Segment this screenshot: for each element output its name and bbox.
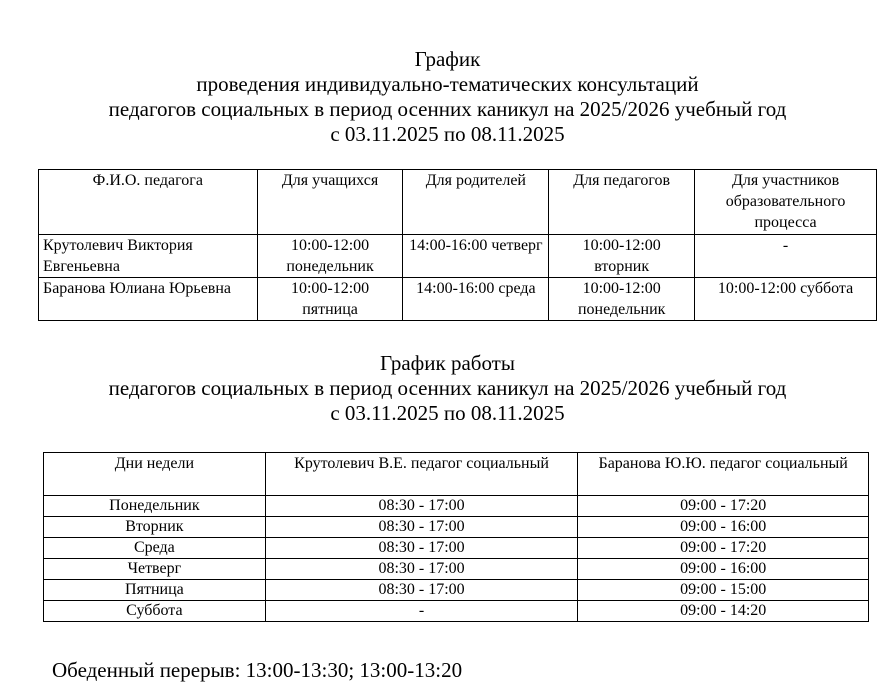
weekday: Среда — [44, 538, 266, 559]
table-row — [44, 580, 869, 601]
hours-b: 09:00 - 17:20 — [578, 496, 869, 517]
hours-a: - — [265, 601, 578, 622]
hours-b: 09:00 - 16:00 — [578, 559, 869, 580]
participants-time: - — [695, 235, 877, 278]
header-students: Для учащихся — [257, 170, 403, 235]
hours-b: 09:00 - 17:20 — [578, 538, 869, 559]
header-name: Ф.И.О. педагога — [39, 170, 258, 235]
hours-b: 09:00 - 16:00 — [578, 517, 869, 538]
consult-title-line: педагогов социальных в период осенних каникул на 2025/2026 учебный год — [108, 97, 787, 121]
consult-title-line: График — [414, 47, 481, 71]
table-header-row — [39, 170, 877, 235]
work-title — [0, 351, 895, 426]
consult-title-line: с 03.11.2025 по 08.11.2025 — [330, 122, 565, 146]
hours-a: 08:30 - 17:00 — [265, 517, 578, 538]
table-header-row — [44, 453, 869, 496]
students-time: 10:00-12:00 понедельник — [257, 235, 403, 278]
parents-time: 14:00-16:00 среда — [403, 278, 549, 321]
work-title-line: График работы — [380, 351, 515, 375]
consultation-table — [38, 169, 877, 321]
work-schedule-table — [43, 452, 869, 622]
table-row — [39, 235, 877, 278]
table-row — [44, 517, 869, 538]
lunch-break-note: Обеденный перерыв: 13:00-13:30; 13:00-13:20 — [52, 658, 463, 682]
hours-a: 08:30 - 17:00 — [265, 496, 578, 517]
hours-a: 08:30 - 17:00 — [265, 559, 578, 580]
consult-title-line: проведения индивидуально-тематических консультаций — [196, 72, 699, 96]
hours-a: 08:30 - 17:00 — [265, 580, 578, 601]
students-time: 10:00-12:00 пятница — [257, 278, 403, 321]
hours-a: 08:30 - 17:00 — [265, 538, 578, 559]
header-participants: Для участников образовательного процесса — [695, 170, 877, 235]
weekday: Понедельник — [44, 496, 266, 517]
table-row — [44, 559, 869, 580]
work-title-line: педагогов социальных в период осенних каникул на 2025/2026 учебный год — [108, 376, 787, 400]
work-title-line: с 03.11.2025 по 08.11.2025 — [330, 401, 565, 425]
teacher-name: Крутолевич Виктория Евгеньевна — [39, 235, 258, 278]
table-row — [44, 601, 869, 622]
header-parents: Для родителей — [403, 170, 549, 235]
header-teacher-b: Баранова Ю.Ю. педагог социальный — [578, 453, 869, 496]
header-teachers: Для педагогов — [549, 170, 695, 235]
hours-b: 09:00 - 14:20 — [578, 601, 869, 622]
parents-time: 14:00-16:00 четверг — [403, 235, 549, 278]
weekday: Пятница — [44, 580, 266, 601]
table-row — [39, 278, 877, 321]
teachers-time: 10:00-12:00 понедельник — [549, 278, 695, 321]
header-teacher-a: Крутолевич В.Е. педагог социальный — [265, 453, 578, 496]
hours-b: 09:00 - 15:00 — [578, 580, 869, 601]
consult-title — [0, 47, 895, 147]
weekday: Суббота — [44, 601, 266, 622]
table-row — [44, 496, 869, 517]
participants-time: 10:00-12:00 суббота — [695, 278, 877, 321]
teacher-name: Баранова Юлиана Юрьевна — [39, 278, 258, 321]
weekday: Четверг — [44, 559, 266, 580]
teachers-time: 10:00-12:00 вторник — [549, 235, 695, 278]
table-row — [44, 538, 869, 559]
header-days: Дни недели — [44, 453, 266, 496]
weekday: Вторник — [44, 517, 266, 538]
